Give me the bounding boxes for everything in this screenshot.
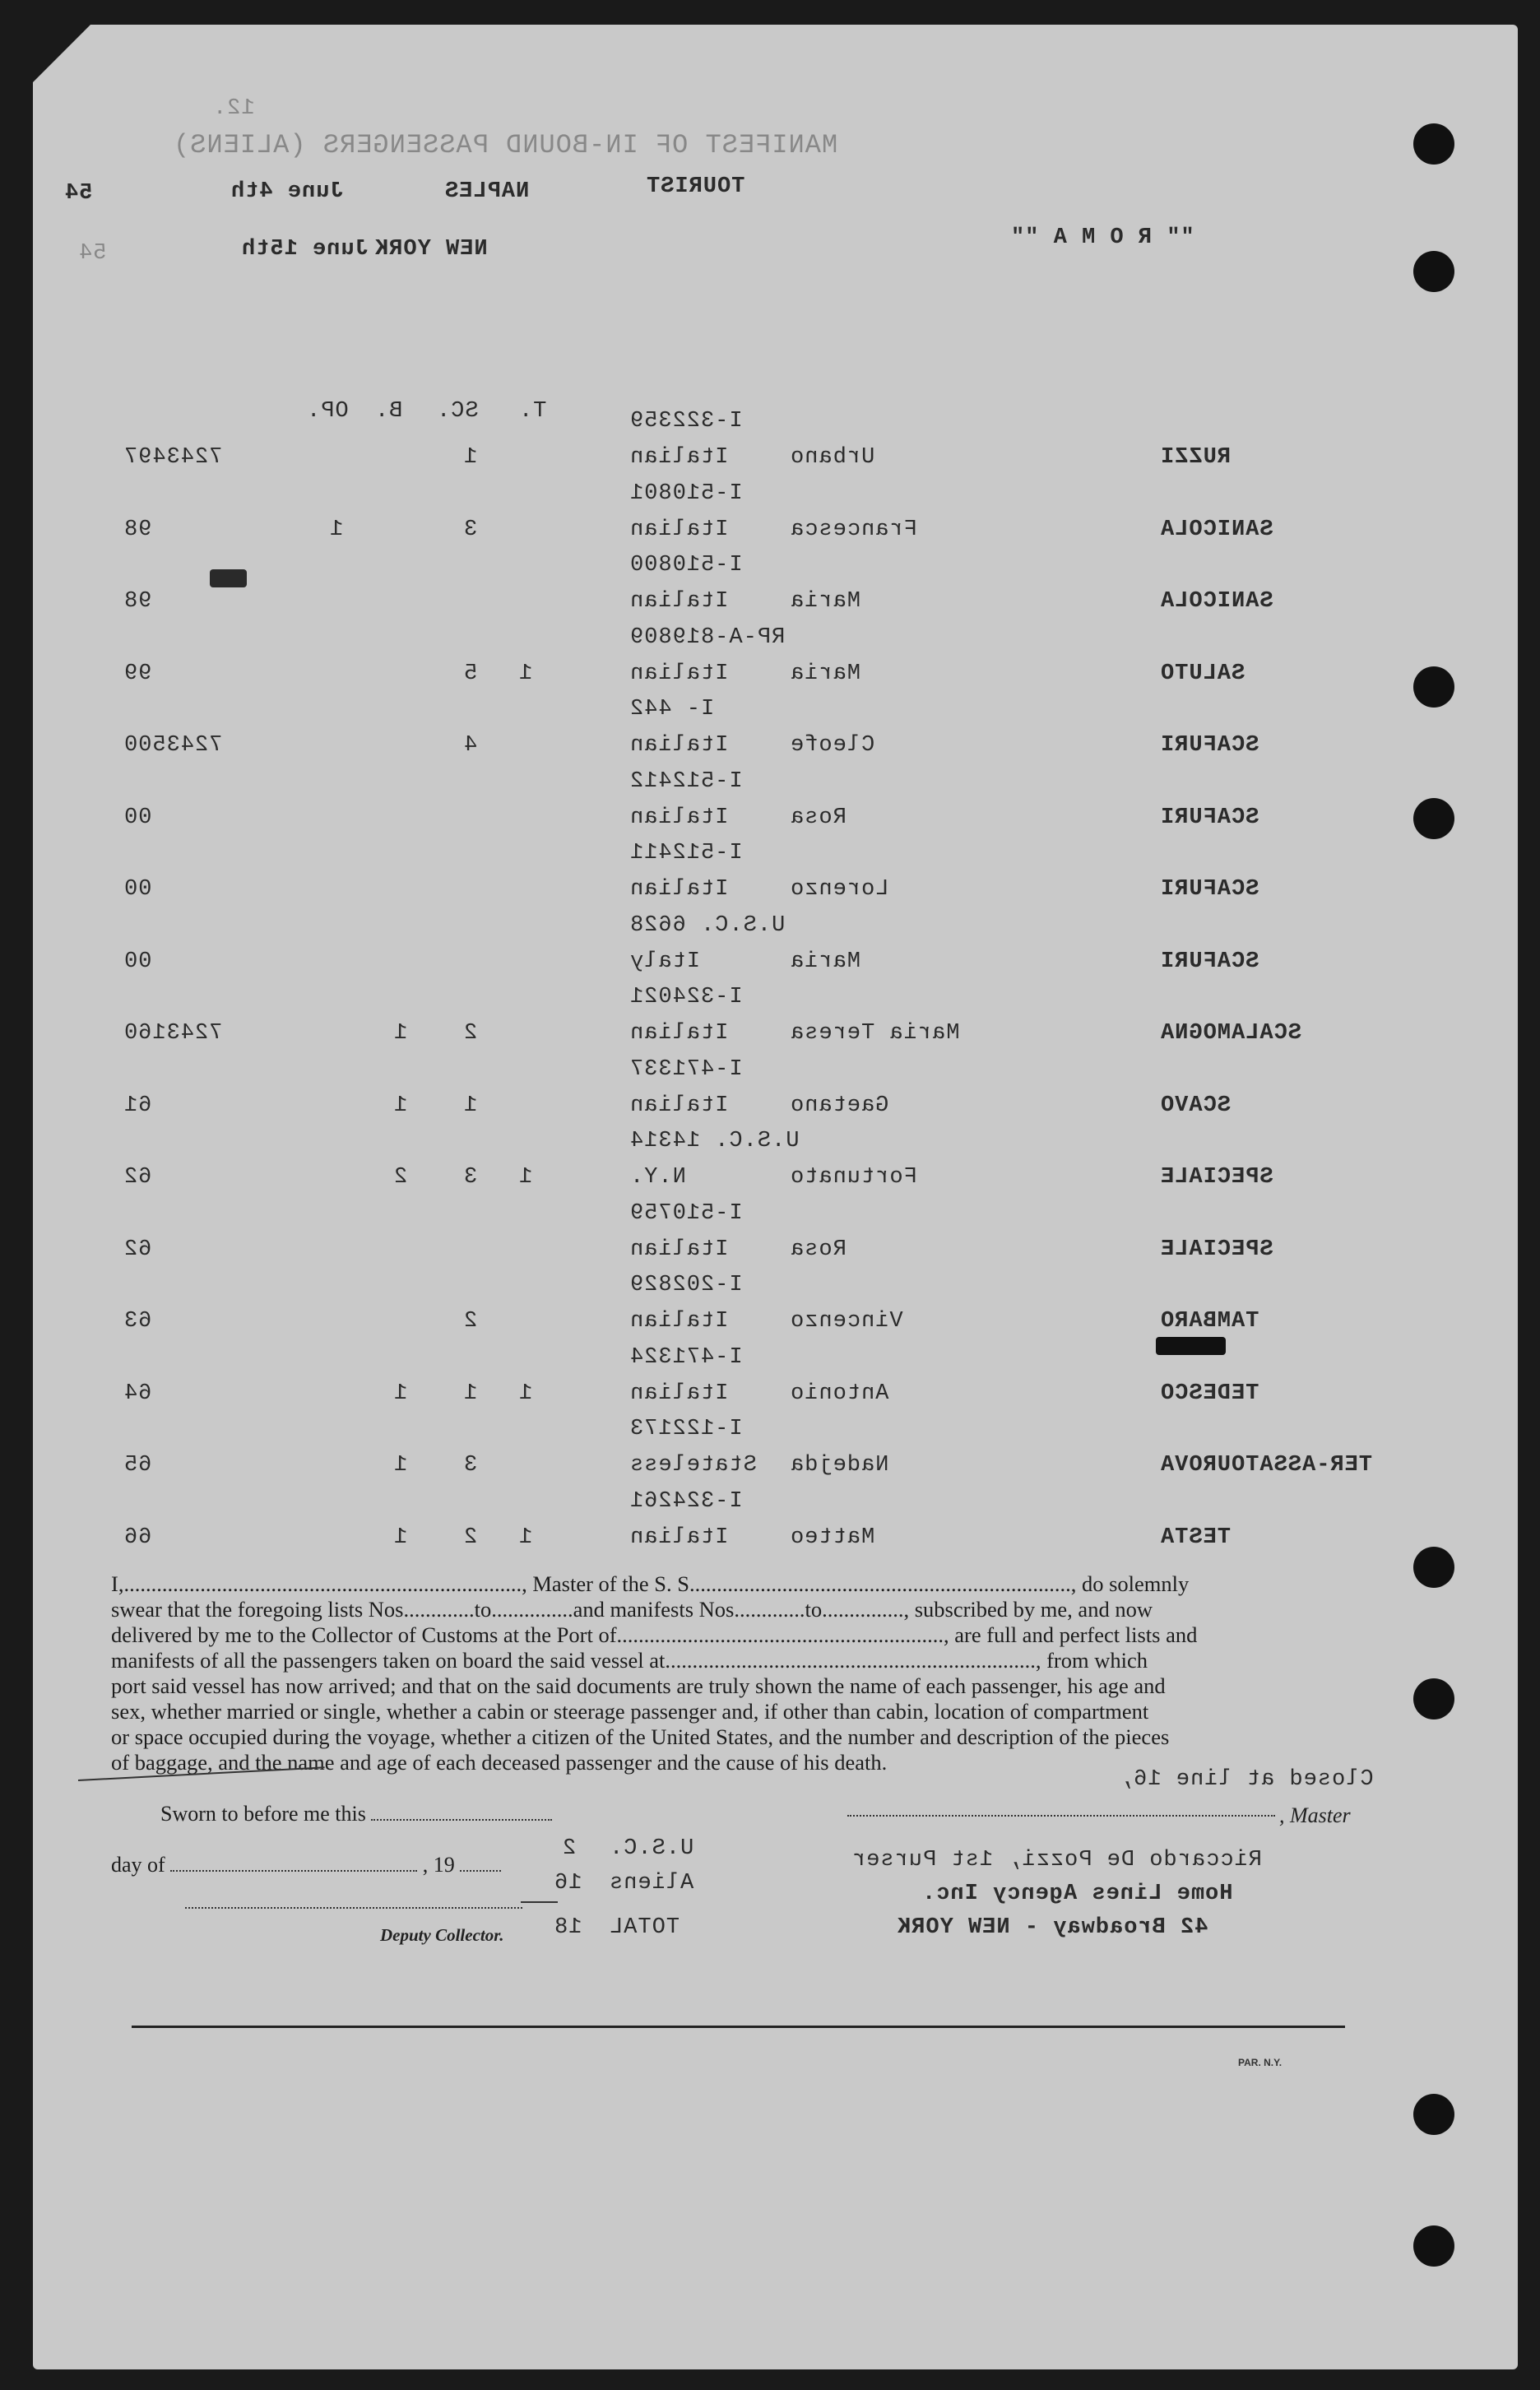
passenger-given-name: Matteo <box>790 1524 875 1550</box>
passenger-surname: SANICOLA <box>1160 589 1273 614</box>
punch-hole <box>1413 2094 1454 2135</box>
passenger-document-number: I-122173 <box>629 1417 743 1441</box>
passenger-document-number: I-324021 <box>629 985 743 1009</box>
master-blank <box>847 1815 1275 1817</box>
passenger-surname: RUZZI <box>1160 445 1232 470</box>
passenger-col-sc: 1 <box>463 445 478 470</box>
passenger-reference-number: 00 <box>123 805 152 830</box>
passenger-document-number: I-471324 <box>629 1344 743 1370</box>
passenger-surname: SALUTO <box>1160 661 1245 686</box>
passenger-reference-number: 64 <box>123 1381 152 1406</box>
passenger-col-sc: 3 <box>463 1165 478 1190</box>
passenger-col-b: 1 <box>393 1453 408 1478</box>
column-op: OP. <box>306 399 349 424</box>
address-line: 42 Broadway - NEW YORK <box>897 1915 1208 1940</box>
passenger-given-name: Maria <box>790 589 861 614</box>
passenger-given-name: Rosa <box>790 1237 847 1262</box>
passenger-document-number: I-471337 <box>629 1056 743 1082</box>
passenger-given-name: Vincenzo <box>790 1309 903 1334</box>
oath-line: sex, whether married or single, whether a cabin or steerage passenger and, if other than cabin, location of compartment <box>111 1699 1149 1724</box>
margin-number-faint: 54 <box>78 241 107 266</box>
passenger-nationality: Italian <box>629 805 729 830</box>
punch-hole <box>1413 123 1454 165</box>
column-sc: SC. <box>436 399 479 424</box>
passenger-given-name: Francesca <box>790 517 917 542</box>
passenger-col-t: 1 <box>518 1165 533 1190</box>
punch-hole <box>1413 2225 1454 2267</box>
passenger-nationality: Italian <box>629 877 729 902</box>
agency-line: Home Lines Agency Inc. <box>921 1882 1233 1906</box>
punch-hole <box>1413 251 1454 292</box>
passenger-document-number: I-322359 <box>629 409 743 434</box>
passenger-nationality: Italian <box>629 1021 729 1046</box>
printer-mark: PAR. N.Y. <box>1238 2057 1283 2068</box>
passenger-document-number: I-512412 <box>629 768 743 794</box>
torn-corner <box>33 25 90 82</box>
column-b: B. <box>374 399 403 424</box>
passenger-reference-number: 61 <box>123 1093 152 1118</box>
passenger-nationality: Italian <box>629 1237 729 1262</box>
passenger-given-name: Rosa <box>790 805 847 830</box>
passenger-given-name: Antonio <box>790 1381 889 1406</box>
punch-hole <box>1413 1678 1454 1719</box>
date-from: June 4th <box>230 179 344 204</box>
passenger-surname: SCALAMOGNA <box>1160 1021 1302 1046</box>
bottom-rule <box>132 2026 1345 2028</box>
passenger-reference-number: 00 <box>123 877 152 902</box>
passenger-reference-number: 62 <box>123 1165 152 1190</box>
passenger-reference-number: 98 <box>123 517 152 542</box>
closed-note: Closed at line 16, <box>1119 1767 1374 1792</box>
faint-title: MANIFEST OF IN-BOUND PASSENGERS (ALIENS) <box>173 130 838 160</box>
passenger-reference-number: 66 <box>123 1524 152 1550</box>
passenger-given-name: Nadejda <box>790 1453 889 1478</box>
passenger-surname: SCAFURI <box>1160 733 1259 758</box>
passenger-col-sc: 2 <box>463 1524 478 1550</box>
passenger-col-b: 1 <box>393 1381 408 1406</box>
passenger-surname: SCAFURI <box>1160 805 1259 830</box>
passenger-given-name: Maria Teresa <box>790 1021 960 1046</box>
oath-line: swear that the foregoing lists Nos.............to...............and manifests Nos.............to..............., subscribed by me, and now <box>111 1597 1153 1622</box>
passenger-document-number: I-202829 <box>629 1273 743 1297</box>
date-to: June 15th <box>241 237 369 262</box>
passenger-document-number: I-510800 <box>629 553 743 578</box>
passenger-given-name: Cleofe <box>790 733 875 758</box>
passenger-nationality: Italian <box>629 661 729 686</box>
passenger-reference-number: 7243497 <box>123 445 223 470</box>
sworn-blank <box>371 1819 552 1821</box>
year-text: , 19 <box>422 1853 455 1877</box>
passenger-reference-number: 63 <box>123 1309 152 1334</box>
passenger-surname: SPECIALE <box>1160 1165 1273 1190</box>
oath-line: port said vessel has now arrived; and that on the said documents are truly shown the name of each passenger, his age and <box>111 1673 1166 1698</box>
passenger-nationality: Italy <box>629 949 701 974</box>
oath-line: I,........................................................................., Master of the S. S......................................................................, do solemnly <box>111 1571 1190 1596</box>
usc-label: U.S.C. <box>609 1836 694 1861</box>
day-of-label <box>111 1853 501 1877</box>
passenger-col-t: 1 <box>518 1381 533 1406</box>
passenger-given-name: Fortunato <box>790 1165 917 1190</box>
purser-line: Riccardo De Pozzi, 1st Purser <box>851 1848 1262 1873</box>
passenger-nationality: Stateless <box>629 1453 757 1478</box>
passenger-reference-number: 65 <box>123 1453 152 1478</box>
oath-line: delivered by me to the Collector of Customs at the Port of............................................................, are full and perfect lists and <box>111 1622 1198 1647</box>
passenger-col-t: 1 <box>518 661 533 686</box>
column-t: T. <box>518 399 547 424</box>
manifest-page <box>33 25 1518 2369</box>
passenger-nationality: Italian <box>629 733 729 758</box>
year-blank <box>460 1870 501 1872</box>
passenger-col-op: 1 <box>329 517 344 542</box>
passenger-nationality: Italian <box>629 1524 729 1550</box>
passenger-reference-number: 62 <box>123 1237 152 1262</box>
passenger-document-number: I-510801 <box>629 480 743 506</box>
passenger-col-sc: 2 <box>463 1309 478 1334</box>
passenger-col-sc: 2 <box>463 1021 478 1046</box>
passenger-nationality: Italian <box>629 445 729 470</box>
day-blank <box>170 1870 417 1872</box>
passenger-surname: SPECIALE <box>1160 1237 1273 1262</box>
passenger-document-number: U.S.C. 14314 <box>629 1129 800 1153</box>
ship-name: "" R O M A "" <box>1010 225 1194 250</box>
passenger-nationality: Italian <box>629 589 729 614</box>
oath-paragraph <box>111 1571 1353 1775</box>
passenger-col-b: 1 <box>393 1093 408 1118</box>
passenger-surname: SCAFURI <box>1160 877 1259 902</box>
passenger-surname: TEDESCO <box>1160 1381 1259 1406</box>
oath-line: or space occupied during the voyage, whether a citizen of the United States, and the number and description of the pieces <box>111 1724 1170 1749</box>
total-label: TOTAL <box>609 1915 680 1940</box>
passenger-col-b: 1 <box>393 1021 408 1046</box>
passenger-surname: SANICOLA <box>1160 517 1273 542</box>
passenger-document-number: RP-A-819809 <box>629 624 786 650</box>
passenger-reference-number: 00 <box>123 949 152 974</box>
punch-hole <box>1413 798 1454 839</box>
passenger-col-sc: 1 <box>463 1093 478 1118</box>
aliens-label: Aliens <box>609 1871 694 1896</box>
passenger-col-sc: 5 <box>463 661 478 686</box>
passenger-col-b: 2 <box>393 1165 408 1190</box>
passenger-col-sc: 1 <box>463 1381 478 1406</box>
passenger-reference-number: 99 <box>123 661 152 686</box>
punch-hole <box>1413 1547 1454 1588</box>
day-of-text: day of <box>111 1853 165 1877</box>
passenger-col-sc: 4 <box>463 733 478 758</box>
ink-blot <box>210 569 247 587</box>
passenger-col-t: 1 <box>518 1524 533 1550</box>
passenger-given-name: Lorenzo <box>790 877 889 902</box>
passenger-surname: TER-ASSATOUROVA <box>1160 1453 1373 1478</box>
passenger-document-number: I-512411 <box>629 841 743 866</box>
passenger-col-sc: 3 <box>463 517 478 542</box>
sum-rule <box>521 1901 558 1903</box>
passenger-document-number: I-324261 <box>629 1488 743 1514</box>
passenger-reference-number: 7243160 <box>123 1021 223 1046</box>
usc-value: 2 <box>562 1836 577 1861</box>
passenger-surname: SCAFURI <box>1160 949 1259 974</box>
passenger-given-name: Maria <box>790 661 861 686</box>
passenger-surname: SCAVO <box>1160 1093 1232 1118</box>
oath-line: manifests of all the passengers taken on board the said vessel at...................................................................., from which <box>111 1648 1148 1673</box>
passenger-surname: TAMBARO <box>1160 1309 1259 1334</box>
passenger-reference-number: 98 <box>123 589 152 614</box>
passenger-nationality: Italian <box>629 517 729 542</box>
aliens-value: 16 <box>554 1871 582 1896</box>
sworn-text: Sworn to before me this <box>160 1802 366 1826</box>
passenger-reference-number: 7243500 <box>123 733 223 758</box>
passenger-given-name: Urbano <box>790 445 875 470</box>
passenger-document-number: I- 442 <box>629 697 715 722</box>
passenger-nationality: Italian <box>629 1309 729 1334</box>
passenger-given-name: Maria <box>790 949 861 974</box>
port-to: NEW YORK <box>374 237 488 262</box>
faint-page-number: 12. <box>212 96 255 121</box>
oath-line: of baggage, and the name and age of each deceased passenger and the cause of his death. <box>111 1750 888 1775</box>
class-label: TOURIST <box>646 174 745 199</box>
master-label: , Master <box>1279 1803 1351 1827</box>
margin-number: 54 <box>64 181 93 206</box>
passenger-document-number: I-510759 <box>629 1200 743 1226</box>
passenger-col-b: 1 <box>393 1524 408 1550</box>
port-from: NAPLES <box>444 179 530 204</box>
passenger-nationality: N.Y. <box>629 1165 686 1190</box>
deputy-collector-label: Deputy Collector. <box>380 1925 504 1945</box>
total-value: 18 <box>554 1915 582 1940</box>
deputy-blank <box>185 1907 522 1909</box>
sworn-label <box>160 1802 552 1826</box>
passenger-document-number: U.S.C. 6628 <box>629 912 786 938</box>
passenger-nationality: Italian <box>629 1093 729 1118</box>
passenger-surname: TESTA <box>1160 1524 1232 1550</box>
passenger-nationality: Italian <box>629 1381 729 1406</box>
punch-hole <box>1413 666 1454 708</box>
passenger-col-sc: 3 <box>463 1453 478 1478</box>
passenger-given-name: Gaetano <box>790 1093 889 1118</box>
ink-smudge <box>1156 1337 1226 1355</box>
